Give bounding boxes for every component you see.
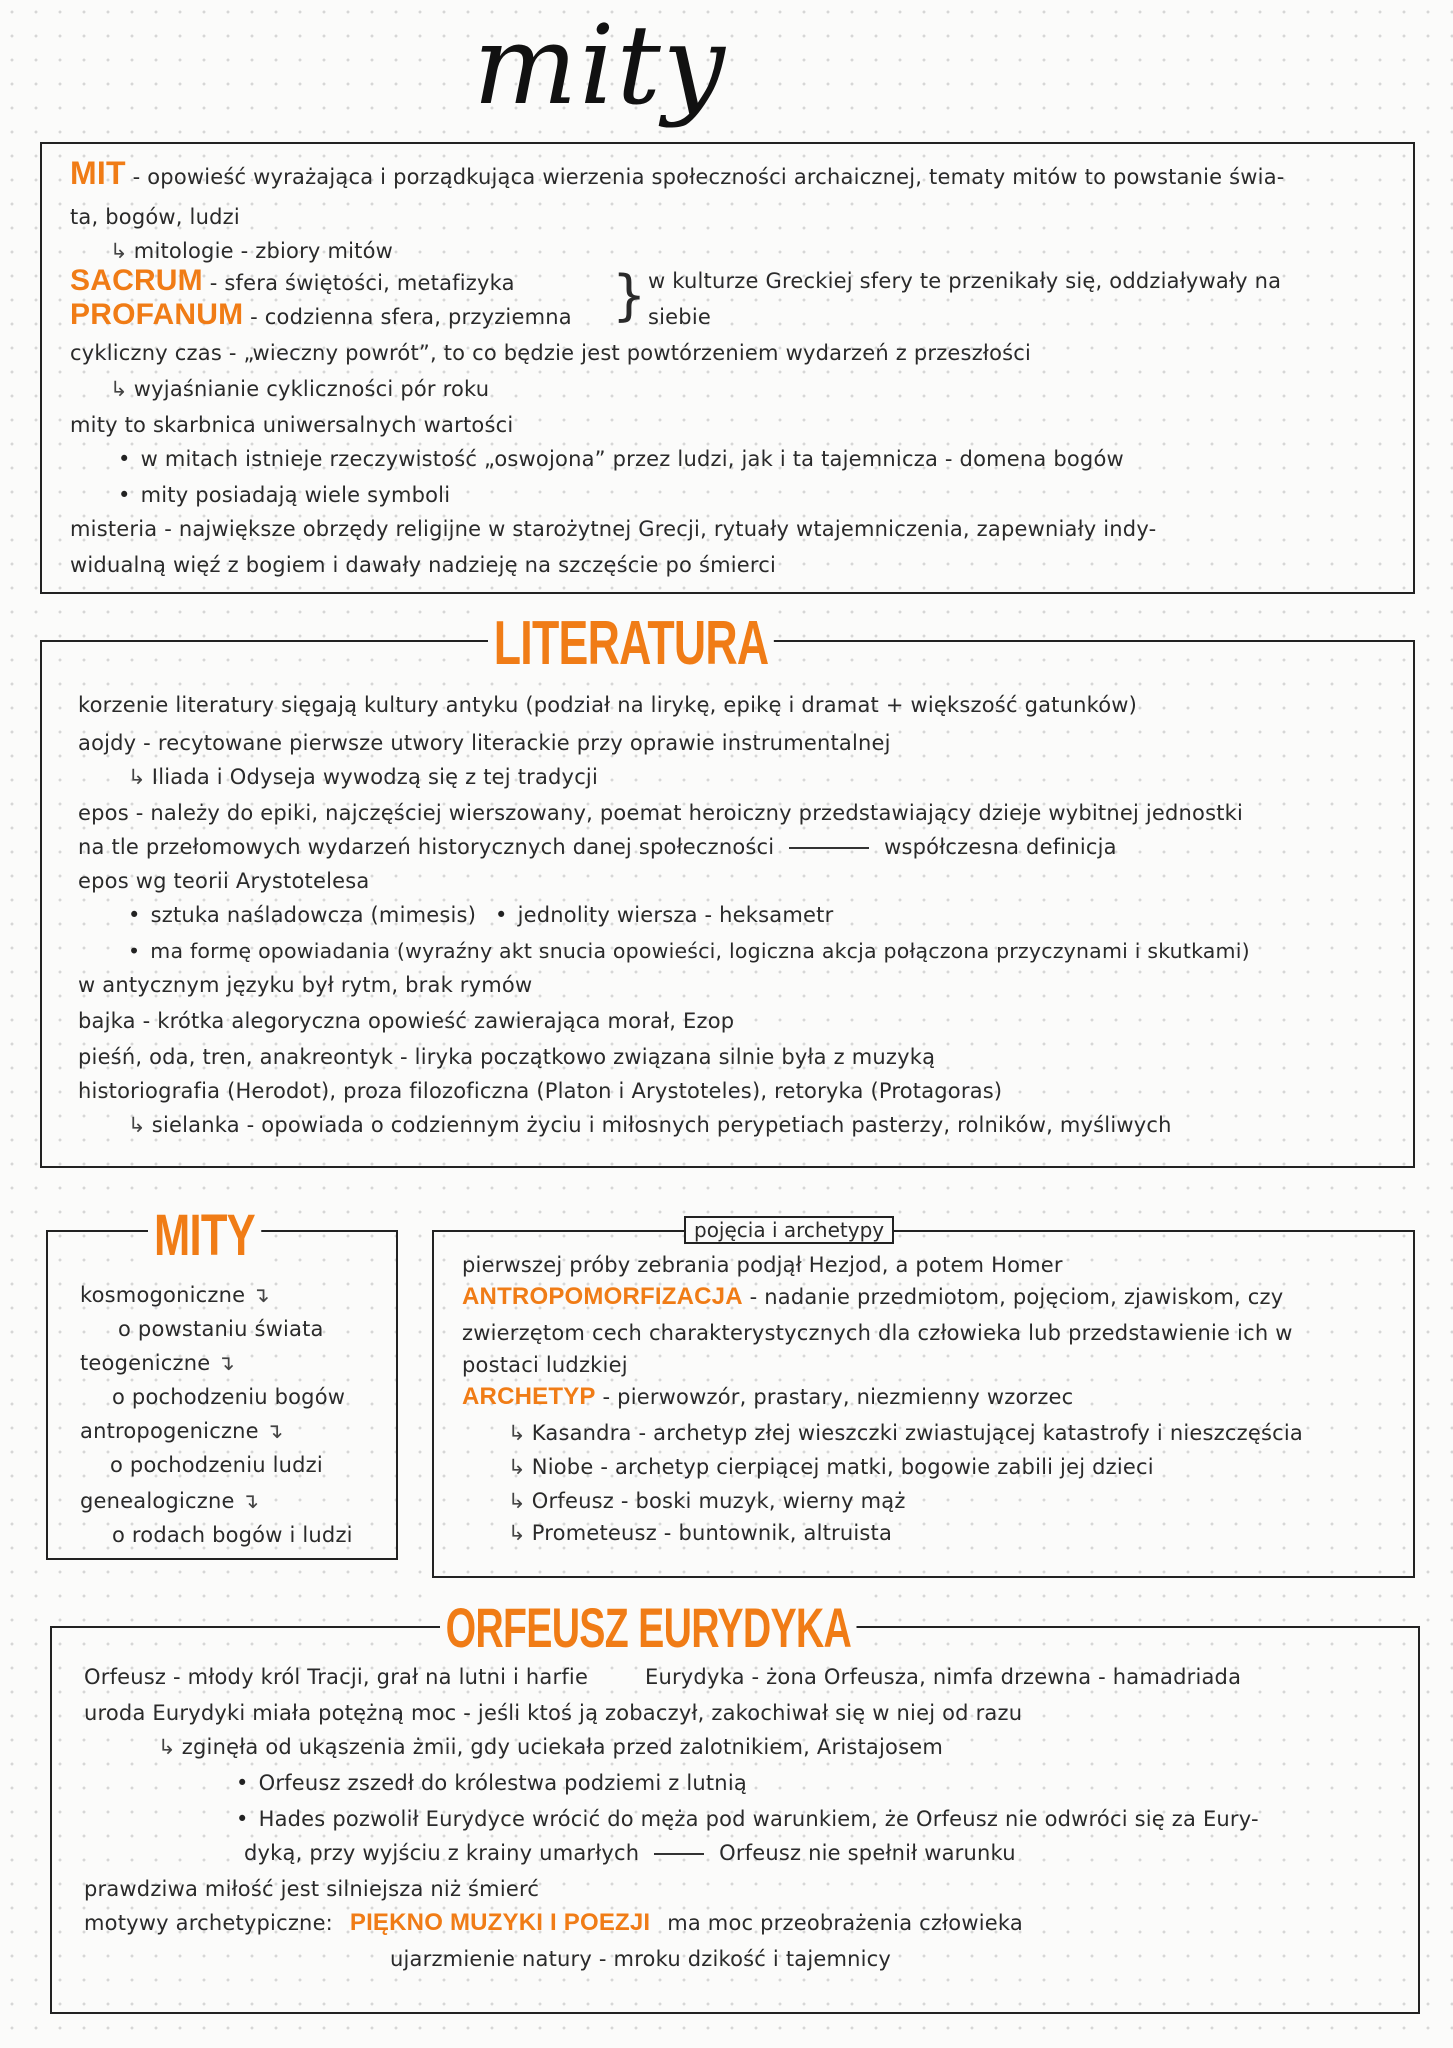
arrow-icon: ↳ — [508, 1421, 526, 1445]
arrow-icon: ↳ — [110, 377, 128, 401]
myth-type-kosmogoniczne-desc: o powstaniu świata — [118, 1317, 324, 1341]
turn-arrow-icon: ↴ — [265, 1419, 284, 1443]
myth-type-teogeniczne-desc: o pochodzeniu bogów — [112, 1385, 346, 1409]
sacrum-label: SACRUM — [70, 264, 203, 297]
dash-line — [654, 1853, 704, 1855]
orfeusz-line-8: motywy archetypiczne: PIĘKNO MUZYKI I POEZJI ma moc przeobrażenia człowieka — [84, 1909, 1023, 1936]
profanum-label: PROFANUM — [70, 298, 244, 331]
pojecia-tag: pojęcia i archetypy — [684, 1216, 894, 1244]
archetype-prometeusz: ↳ Prometeusz - buntownik, altruista — [508, 1521, 893, 1545]
archetyp-line: ARCHETYP - pierwowzór, prastary, niezmienny wzorzec — [462, 1383, 1074, 1410]
mit-label: MIT — [70, 155, 126, 191]
lit-line-3: ↳ Iliada i Odyseja wywodzą się z tej tradycji — [128, 765, 599, 789]
turn-arrow-icon: ↴ — [217, 1351, 236, 1375]
lit-line-9: w antycznym języku był rytm, brak rymów — [78, 973, 533, 997]
orfeusz-line-6: dyką, przy wyjściu z krainy umarłych Orfeusz nie spełnił warunku — [244, 1841, 1016, 1865]
lit-line-2: aojdy - recytowane pierwsze utwory literackie przy oprawie instrumentalnej — [78, 731, 891, 755]
antropomorfizacja-label: ANTROPOMORFIZACJA — [462, 1283, 743, 1310]
lit-line-7: • sztuka naśladowcza (mimesis) • jednolity wiersza - heksametr — [128, 902, 833, 928]
lit-line-10: bajka - krótka alegoryczna opowieść zawierająca morał, Ezop — [78, 1009, 735, 1033]
archetype-kasandra: ↳ Kasandra - archetyp złej wieszczki zwiastującej katastrofy i nieszczęścia — [508, 1421, 1303, 1445]
lit-line-12: historiografia (Herodot), proza filozoficzna (Platon i Arystoteles), retoryka (Protagoras) — [78, 1079, 1003, 1103]
orfeusz-bullet-2: • Hades pozwolił Eurydyce wrócić do męża pod warunkiem, że Orfeusz nie odwróci się za Eury- — [236, 1806, 1259, 1832]
arrow-icon: ↳ — [158, 1735, 176, 1759]
lit-line-6: epos wg teorii Arystotelesa — [78, 869, 370, 893]
sacrum-line: SACRUM - sfera świętości, metafizyka — [70, 264, 515, 297]
misteria-line-1: misteria - największe obrzędy religijne w starożytnej Grecji, rytuały wtajemniczenia, zapewniały indy- — [70, 517, 1157, 541]
lit-line-11: pieśń, oda, tren, anakreontyk - liryka początkowo związana silnie była z muzyką — [78, 1045, 936, 1069]
arrow-icon: ↳ — [128, 1113, 146, 1137]
lit-line-8: • ma formę opowiadania (wyraźny akt snucia opowieści, logiczna akcja połączona przyczynami i skutkami) — [128, 938, 1250, 964]
orfeusz-bullet-1: • Orfeusz zszedł do królestwa podziemi z lutnią — [236, 1770, 747, 1796]
orfeusz-line-7: prawdziwa miłość jest silniejsza niż śmierć — [84, 1877, 540, 1901]
myth-type-genealogiczne-desc: o rodach bogów i ludzi — [112, 1523, 353, 1547]
archetype-orfeusz: ↳ Orfeusz - boski muzyk, wierny mąż — [508, 1489, 906, 1513]
brace-note-1: w kulturze Greckiej sfery te przenikały się, oddziaływały na — [648, 269, 1282, 293]
antropomorfizacja-line: ANTROPOMORFIZACJA - nadanie przedmiotom, pojęciom, zjawiskom, czy — [462, 1283, 1284, 1310]
cykliczny-sub-line: ↳ wyjaśnianie cykliczności pór roku — [110, 377, 490, 401]
orfeusz-heading: ORFEUSZ EURYDYKA — [440, 1594, 857, 1662]
myth-type-antropogeniczne-desc: o pochodzeniu ludzi — [110, 1453, 323, 1477]
orfeusz-line-2: uroda Eurydyki miała potężną moc - jeśli ktoś ją zobaczył, zakochiwał się w niej od razu — [84, 1701, 1023, 1725]
dash-line — [789, 847, 869, 849]
myth-type-teogeniczne: teogeniczne ↴ — [80, 1351, 236, 1375]
piekno-muzyki-label: PIĘKNO MUZYKI I POEZJI — [349, 1909, 651, 1936]
mity-skarb-line: mity to skarbnica uniwersalnych wartości — [70, 413, 514, 437]
archetype-niobe: ↳ Niobe - archetyp cierpiącej matki, bogowie zabili jej dzieci — [508, 1455, 1154, 1479]
lit-line-13: ↳ sielanka - opowiada o codziennym życiu i miłosnych perypetiach pasterzy, rolników, myśliwych — [128, 1113, 1172, 1137]
lit-line-5: na tle przełomowych wydarzeń historycznych danej społeczności współczesna definicja — [78, 835, 1117, 859]
lit-line-1: korzenie literatury sięgają kultury antyku (podział na lirykę, epikę i dramat + większość gatunków) — [78, 693, 1138, 717]
myth-type-kosmogoniczne: kosmogoniczne ↴ — [80, 1283, 270, 1307]
profanum-line: PROFANUM - codzienna sfera, przyziemna — [70, 298, 572, 331]
mitologie-line: ↳ mitologie - zbiory mitów — [110, 239, 393, 263]
orfeusz-line-9: ujarzmienie natury - mroku dzikość i tajemnicy — [390, 1947, 892, 1971]
orfeusz-line-3: ↳ zginęła od ukąszenia żmii, gdy uciekała przed zalotnikiem, Aristajosem — [158, 1735, 943, 1759]
mit-definition-line-2: ta, bogów, ludzi — [70, 205, 240, 229]
mit-definition-line-1: MIT - opowieść wyrażająca i porządkująca wierzenia społeczności archaicznej, tematy mitów to powstanie świa- — [70, 155, 1285, 191]
turn-arrow-icon: ↴ — [241, 1489, 260, 1513]
mit-bullet-2: • mity posiadają wiele symboli — [118, 482, 450, 508]
antropomorfizacja-line-3: postaci ludzkiej — [462, 1353, 628, 1377]
antropomorfizacja-line-2: zwierzętom cech charakterystycznych dla człowieka lub przedstawienie ich w — [462, 1321, 1293, 1345]
myth-type-genealogiczne: genealogiczne ↴ — [80, 1489, 260, 1513]
pojecia-line-1: pierwszej próby zebrania podjął Hezjod, a potem Homer — [462, 1253, 1063, 1277]
myth-type-antropogeniczne: antropogeniczne ↴ — [80, 1419, 284, 1443]
misteria-line-2: widualną więź z bogiem i dawały nadzieję na szczęście po śmierci — [70, 553, 777, 577]
brace-icon: } — [612, 264, 647, 327]
turn-arrow-icon: ↴ — [252, 1283, 270, 1307]
arrow-icon: ↳ — [110, 239, 128, 263]
literatura-heading: LITERATURA — [488, 608, 774, 680]
arrow-icon: ↳ — [508, 1455, 526, 1479]
archetyp-label: ARCHETYP — [462, 1383, 596, 1410]
arrow-icon: ↳ — [128, 765, 146, 789]
page-title: mity — [473, 1, 727, 129]
mit-bullet-1: • w mitach istnieje rzeczywistość „oswojona” przez ludzi, jak i ta tajemnicza - domena bogów — [118, 446, 1124, 472]
mity-heading: MITY — [148, 1200, 261, 1272]
arrow-icon: ↳ — [508, 1521, 526, 1545]
lit-line-4: epos - należy do epiki, najczęściej wierszowany, poemat heroiczny przedstawiający dzieje wybitnej jednostki — [78, 801, 1244, 825]
orfeusz-line-1: Orfeusz - młody król Tracji, grał na lutni i harfie Eurydyka - żona Orfeusza, nimfa drzewna - hamadriada — [84, 1665, 1242, 1689]
cykliczny-line: cykliczny czas - „wieczny powrót”, to co będzie jest powtórzeniem wydarzeń z przeszłości — [70, 341, 1032, 365]
brace-note-2: siebie — [648, 305, 711, 329]
arrow-icon: ↳ — [508, 1489, 526, 1513]
